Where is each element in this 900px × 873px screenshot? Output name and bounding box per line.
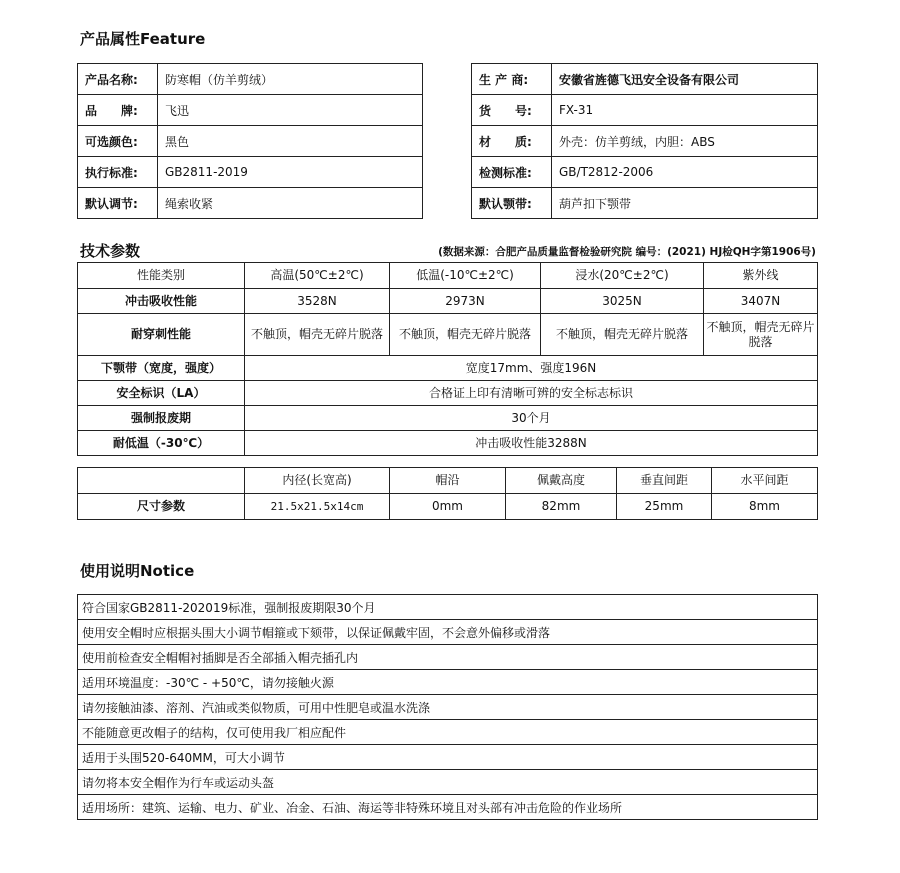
data-source-note: (数据来源：合肥产品质量监督检验研究院 编号：(2021) HJ检QH字第1906号) (438, 246, 816, 258)
size-header-row (78, 468, 818, 494)
header-cell: 低温(-10℃±2℃) (390, 263, 541, 289)
notice-heading: 使用说明Notice (80, 562, 195, 580)
merged-value: 合格证上印有清晰可辨的安全标志标识 (245, 381, 818, 406)
merged-value: 宽度17mm、强度196N (245, 356, 818, 381)
feature-row (78, 95, 423, 126)
size-table (77, 467, 818, 520)
notice-text: 请勿将本安全帽作为行车或运动头盔 (78, 770, 818, 795)
impact-row (78, 289, 818, 314)
size-value: 0mm (390, 494, 506, 520)
size-value: 21.5x21.5x14cm (245, 494, 390, 520)
penetration-value: 不触顶，帽壳无碎片脱落 (541, 314, 704, 356)
feature-row (472, 157, 818, 188)
feature-value: 黑色 (158, 126, 423, 157)
feature-row (78, 126, 423, 157)
merged-value: 30个月 (245, 406, 818, 431)
feature-row (78, 157, 423, 188)
header-cell: 浸水(20℃±2℃) (541, 263, 704, 289)
feature-value: FX-31 (552, 95, 818, 126)
size-value-row (78, 494, 818, 520)
notice-text: 适用环境温度：-30℃ - +50℃，请勿接触火源 (78, 670, 818, 695)
header-cell: 性能类别 (78, 263, 245, 289)
notice-item (78, 645, 818, 670)
feature-row (472, 95, 818, 126)
feature-label: 生 产 商: (472, 64, 552, 95)
notice-text: 请勿接触油漆、溶剂、汽油或类似物质，可用中性肥皂或温水洗涤 (78, 695, 818, 720)
notice-item (78, 595, 818, 620)
header-cell: 内径(长宽高) (245, 468, 390, 494)
feature-value: 外壳：仿羊剪绒，内胆：ABS (552, 126, 818, 157)
feature-label: 执行标准: (78, 157, 158, 188)
notice-text: 使用安全帽时应根据头围大小调节帽箍或下颏带，以保证佩戴牢固，不会意外偏移或滑落 (78, 620, 818, 645)
notice-text: 符合国家GB2811-202019标准，强制报废期限30个月 (78, 595, 818, 620)
header-cell: 水平间距 (712, 468, 818, 494)
feature-label: 产品名称: (78, 64, 158, 95)
tech-table (77, 262, 818, 456)
chinstrap-row (78, 356, 818, 381)
impact-value: 3407N (704, 289, 818, 314)
notice-table (77, 594, 818, 820)
penetration-value: 不触顶，帽壳无碎片脱落 (390, 314, 541, 356)
notice-text: 适用于头围520-640MM，可大小调节 (78, 745, 818, 770)
notice-item (78, 720, 818, 745)
row-label: 强制报废期 (78, 406, 245, 431)
feature-row (472, 64, 818, 95)
penetration-value: 不触顶，帽壳无碎片脱落 (245, 314, 390, 356)
scrap-period-row (78, 406, 818, 431)
size-value: 25mm (617, 494, 712, 520)
low-temp-row (78, 431, 818, 456)
header-cell (78, 468, 245, 494)
notice-item (78, 795, 818, 820)
feature-row (472, 126, 818, 157)
row-label: 安全标识（LA） (78, 381, 245, 406)
notice-item (78, 620, 818, 645)
penetration-value: 不触顶，帽壳无碎片脱落 (704, 314, 818, 356)
feature-table-right (471, 63, 818, 219)
tech-heading: 技术参数 (80, 242, 141, 260)
feature-value: 飞迅 (158, 95, 423, 126)
impact-value: 3528N (245, 289, 390, 314)
header-cell: 佩戴高度 (506, 468, 617, 494)
feature-label: 检测标准: (472, 157, 552, 188)
feature-value: 防寒帽（仿羊剪绒） (158, 64, 423, 95)
header-cell: 紫外线 (704, 263, 818, 289)
feature-row (472, 188, 818, 219)
feature-table-left (77, 63, 423, 219)
notice-item (78, 745, 818, 770)
row-label: 冲击吸收性能 (78, 289, 245, 314)
notice-item (78, 695, 818, 720)
size-value: 82mm (506, 494, 617, 520)
header-cell: 垂直间距 (617, 468, 712, 494)
feature-label: 品 牌: (78, 95, 158, 126)
header-cell: 帽沿 (390, 468, 506, 494)
feature-value: 绳索收紧 (158, 188, 423, 219)
tech-header-row (78, 263, 818, 289)
notice-text: 不能随意更改帽子的结构，仅可使用我厂相应配件 (78, 720, 818, 745)
feature-heading: 产品属性Feature (80, 30, 206, 48)
notice-text: 使用前检查安全帽帽衬插脚是否全部插入帽壳插孔内 (78, 645, 818, 670)
feature-label: 可选颜色: (78, 126, 158, 157)
impact-value: 2973N (390, 289, 541, 314)
feature-value: GB/T2812-2006 (552, 157, 818, 188)
notice-item (78, 670, 818, 695)
safety-mark-row (78, 381, 818, 406)
impact-value: 3025N (541, 289, 704, 314)
notice-item (78, 770, 818, 795)
feature-label: 材 质: (472, 126, 552, 157)
header-cell: 高温(50℃±2℃) (245, 263, 390, 289)
feature-label: 默认颚带: (472, 188, 552, 219)
feature-row (78, 188, 423, 219)
size-value: 8mm (712, 494, 818, 520)
row-label: 尺寸参数 (78, 494, 245, 520)
feature-row (78, 64, 423, 95)
row-label: 耐低温（-30℃） (78, 431, 245, 456)
notice-text: 适用场所：建筑、运输、电力、矿业、冶金、石油、海运等非特殊环境且对头部有冲击危险的作业场所 (78, 795, 818, 820)
feature-value: 葫芦扣下颚带 (552, 188, 818, 219)
feature-label: 默认调节: (78, 188, 158, 219)
penetration-row (78, 314, 818, 356)
feature-label: 货 号: (472, 95, 552, 126)
merged-value: 冲击吸收性能3288N (245, 431, 818, 456)
row-label: 下颚带（宽度，强度） (78, 356, 245, 381)
feature-value: GB2811-2019 (158, 157, 423, 188)
row-label: 耐穿刺性能 (78, 314, 245, 356)
feature-value: 安徽省旌德飞迅安全设备有限公司 (552, 64, 818, 95)
